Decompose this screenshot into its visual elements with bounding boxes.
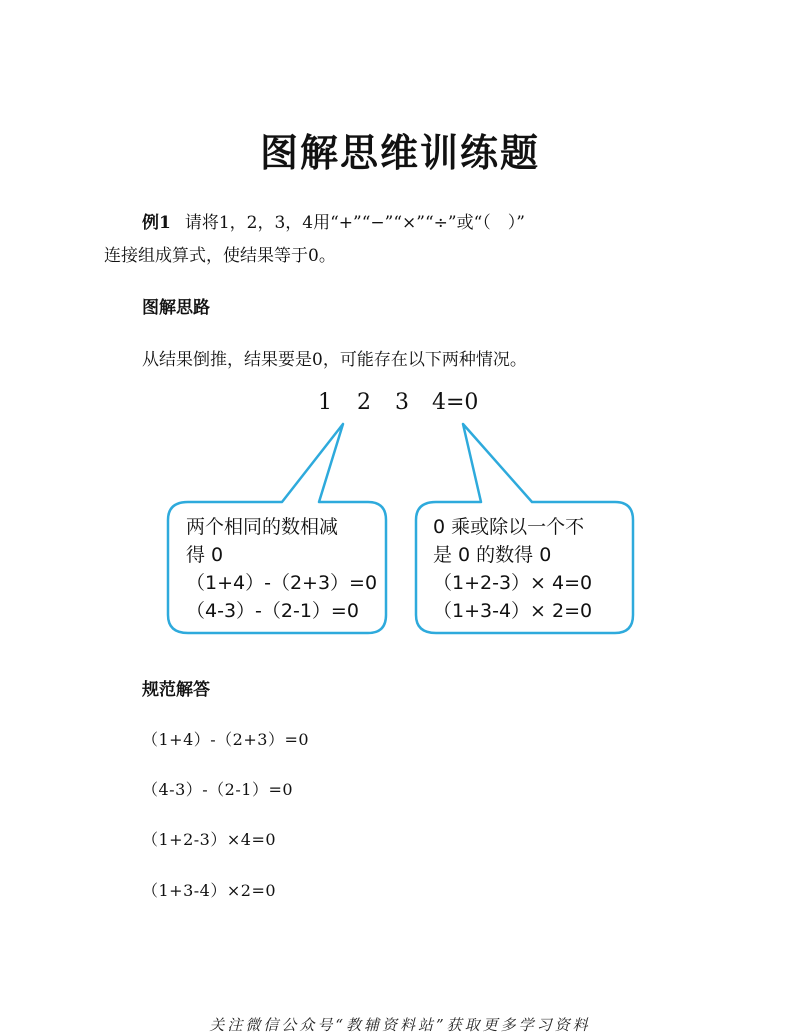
example-label: 例1 xyxy=(142,213,171,233)
right-bubble-line: 0 乘或除以一个不 xyxy=(433,516,585,538)
left-bubble-line: 得 0 xyxy=(186,544,224,566)
left-bubble-line: （1+4）-（2+3）=0 xyxy=(186,572,378,594)
left-bubble-line: （4-3）-（2-1）=0 xyxy=(186,600,359,622)
right-bubble-line: （1+2-3）× 4=0 xyxy=(433,572,593,594)
right-bubble-line: （1+3-4）× 2=0 xyxy=(433,600,593,622)
answer-item: （1+2-3）×4=0 xyxy=(142,830,277,849)
thinking-text: 从结果倒推，结果要是0，可能存在以下两种情况。 xyxy=(142,350,527,370)
example-text-line1: 请将1，2，3，4用“+”“−”“×”“÷”或“（ ）” xyxy=(184,213,525,233)
left-bubble-text xyxy=(186,513,377,625)
right-bubble-line: 是 0 的数得 0 xyxy=(433,544,552,566)
footer-note: 关注微信公众号“教辅资料站”获取更多学习资料 xyxy=(209,1016,591,1034)
answer-item: （1+4）-（2+3）=0 xyxy=(142,730,310,749)
equation-result: 4=0 xyxy=(432,390,479,415)
example-question-line2: 连接组成算式，使结果等于0。 xyxy=(104,246,336,266)
thinking-heading: 图解思路 xyxy=(142,298,210,318)
answer-item: （1+3-4）×2=0 xyxy=(142,881,277,900)
answers-heading: 规范解答 xyxy=(142,680,210,700)
answer-item: （4-3）-（2-1）=0 xyxy=(142,780,294,799)
left-bubble-line: 两个相同的数相减 xyxy=(186,516,339,538)
equation-number-3: 3 xyxy=(395,390,409,415)
page-title: 图解思维训练题 xyxy=(259,130,540,175)
equation-number-1: 1 xyxy=(318,390,332,415)
equation-number-2: 2 xyxy=(357,390,371,415)
right-bubble-text xyxy=(433,513,592,625)
